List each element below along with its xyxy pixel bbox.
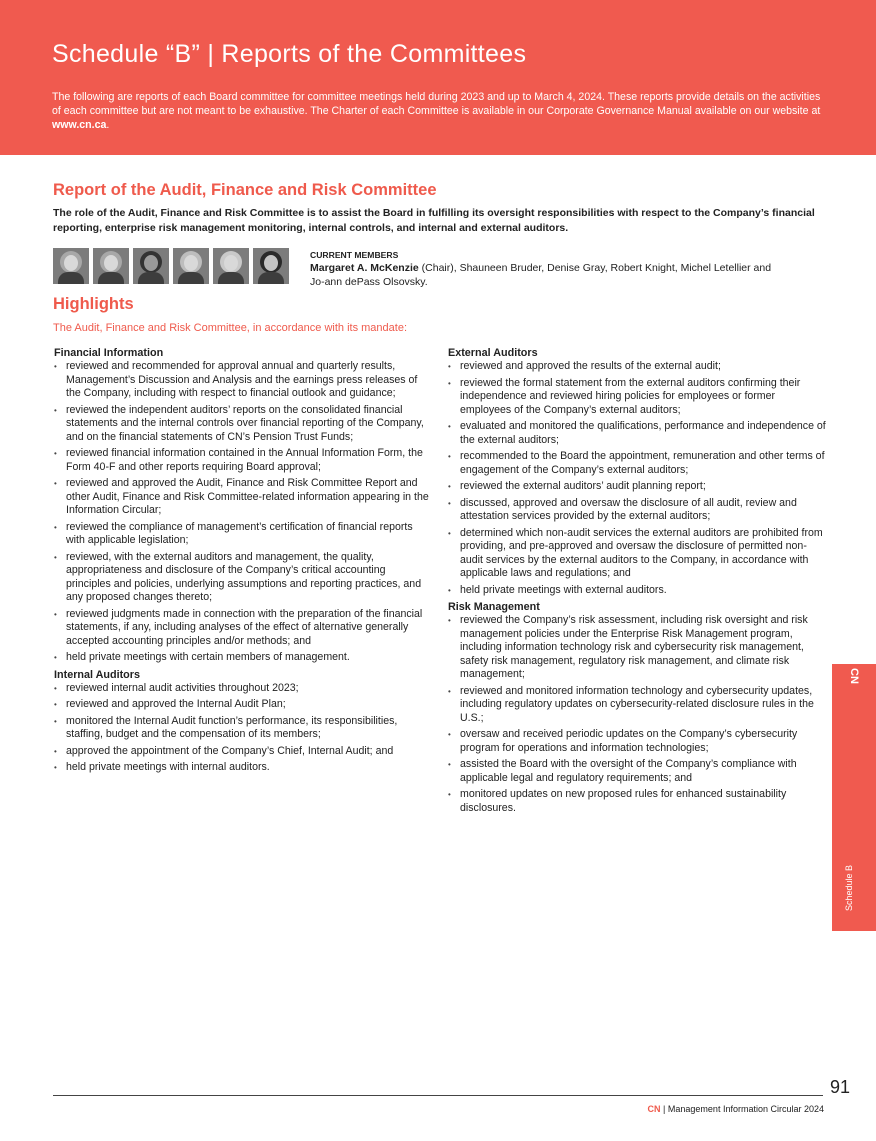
current-members [310, 249, 780, 289]
page-title: Schedule “B” | Reports of the Committees [52, 40, 527, 68]
list-item: • oversaw and received periodic updates on the Company’s cybersecurity program for operations and information technologies; [448, 728, 826, 755]
list-item: • reviewed and approved the results of the external audit; [448, 360, 826, 374]
list-item: • evaluated and monitored the qualifications, performance and independence of the external auditors; [448, 420, 826, 447]
list-item: • reviewed, with the external auditors and management, the quality, appropriateness and disclosure of the Company’s critical accounting principles and policies, underlying assumptions and reporting practices, and any proposed changes thereto; [54, 551, 432, 605]
section-heading-financial: Financial Information [54, 347, 164, 359]
intro-text: The following are reports of each Board committee for committee meetings held during 2023 and up to March 4, 2024. These reports provide details on the activities of each committee but are not meant to be exhaustive. The Charter of each Committee is available in our Corporate Governance Manual available on our website at [52, 91, 821, 117]
section-heading-risk: Risk Management [448, 601, 540, 613]
list-item: • monitored updates on new proposed rules for enhanced sustainability disclosures. [448, 788, 826, 815]
member-photo [253, 248, 289, 284]
report-title: Report of the Audit, Finance and Risk Committee [53, 181, 437, 199]
section-heading-internal: Internal Auditors [54, 668, 140, 681]
list-item: • reviewed the compliance of management’s certification of financial reports with applicable legislation; [54, 521, 432, 548]
members-label: CURRENT MEMBERS [310, 250, 399, 260]
highlights-title: Highlights [53, 295, 134, 313]
members-list: (Chair), Shauneen Bruder, Denise Gray, Robert Knight, Michel Letellier and Jo-ann dePass Olsovsky. [310, 262, 772, 288]
list-item: • reviewed and recommended for approval annual and quarterly results, Management’s Discussion and Analysis and the earnings press releases of the Company, including with respect to financial outlook and guidance; [54, 360, 432, 401]
footer-separator: | [663, 1104, 666, 1114]
member-photo [93, 248, 129, 284]
footer [648, 1104, 824, 1114]
financial-list [54, 360, 432, 665]
list-item: • reviewed the independent auditors’ reports on the consolidated financial statements and the internal controls over financial reporting of the Company, and on the financial statements of CN’s Pension Trust Funds; [54, 404, 432, 445]
risk-list [448, 614, 826, 815]
list-item: • recommended to the Board the appointment, remuneration and other terms of engagement of the Company’s external auditors; [448, 450, 826, 477]
member-photo [53, 248, 89, 284]
list-item: • monitored the Internal Audit function’s performance, its responsibilities, staffing, budget and the compensation of its members; [54, 715, 432, 742]
page-number: 91 [829, 1077, 850, 1097]
list-item: • reviewed the Company’s risk assessment, including risk oversight and risk management policies under the Enterprise Risk Management program, including information technology risk and cybersecurity risk management, safety risk management, regulatory risk management, and climate risk management; [448, 614, 826, 682]
committee-role: The role of the Audit, Finance and Risk Committee is to assist the Board in fulfilling its oversight responsibilities with respect to the Company’s financial reporting, enterprise risk management monitoring, internal controls, and internal and external auditors. [53, 207, 815, 234]
list-item: • approved the appointment of the Company’s Chief, Internal Audit; and [54, 745, 432, 759]
member-photo [133, 248, 169, 284]
list-item: • reviewed the formal statement from the external auditors confirming their independence and reviewed hiring policies for employees or former employees of the Company’s external auditors; [448, 377, 826, 418]
internal-list [54, 682, 432, 775]
side-tab [832, 664, 876, 931]
list-item: • reviewed financial information contained in the Annual Information Form, the Form 40-F and other reports requiring Board approval; [54, 447, 432, 474]
member-photos [53, 248, 289, 284]
external-list [448, 360, 826, 597]
section-heading-external: External Auditors [448, 347, 538, 359]
list-item: • determined which non-audit services the external auditors are prohibited from providing, and pre-approved and oversaw the disclosure of permitted non-audit services by the external auditors to the Company, in accordance with applicable laws and regulations; and [448, 527, 826, 581]
list-item: • discussed, approved and oversaw the disclosure of all audit, review and attestation services provided by the external auditors; [448, 497, 826, 524]
footer-divider [53, 1095, 823, 1096]
member-photo [173, 248, 209, 284]
list-item: • held private meetings with external auditors. [448, 584, 826, 598]
left-column [54, 346, 432, 778]
header-banner [0, 0, 876, 155]
right-column [448, 346, 826, 818]
footer-brand: CN [647, 1104, 661, 1114]
member-photo [213, 248, 249, 284]
mandate-intro: The Audit, Finance and Risk Committee, in accordance with its mandate: [53, 322, 408, 334]
side-tab-label: Schedule B [844, 864, 854, 911]
website-link[interactable]: www.cn.ca [52, 119, 107, 131]
list-item: • reviewed and approved the Internal Audit Plan; [54, 698, 432, 712]
chair-name: Margaret A. McKenzie [310, 262, 419, 274]
intro-paragraph [52, 90, 827, 132]
list-item: • held private meetings with certain members of management. [54, 651, 432, 665]
footer-publication: Management Information Circular 2024 [667, 1104, 824, 1114]
list-item: • held private meetings with internal auditors. [54, 761, 432, 775]
cn-logo: CN [848, 668, 860, 684]
list-item: • assisted the Board with the oversight of the Company’s compliance with applicable legal and regulatory requirements; and [448, 758, 826, 785]
list-item: • reviewed and approved the Audit, Finance and Risk Committee Report and other Audit, Finance and Risk Committee-related information appearing in the Information Circular; [54, 477, 432, 518]
intro-end: . [106, 119, 110, 131]
list-item: • reviewed judgments made in connection with the preparation of the financial statements, if any, including analyses of the effect of alternative generally accepted accounting principles and/or methods; and [54, 608, 432, 649]
list-item: • reviewed the external auditors’ audit planning report; [448, 480, 826, 494]
list-item: • reviewed internal audit activities throughout 2023; [54, 682, 432, 696]
list-item: • reviewed and monitored information technology and cybersecurity updates, including regulatory updates on cybersecurity-related disclosure rules in the U.S.; [448, 685, 826, 726]
